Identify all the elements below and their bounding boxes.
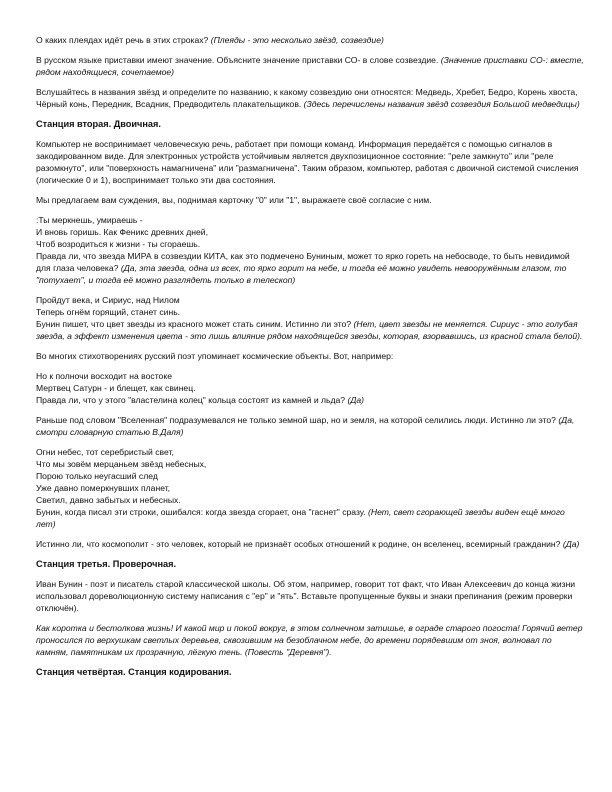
verse-block-mira <box>36 214 584 286</box>
answer-text: (Да, эта звезда, одна из всех, то ярко горит на небе, и тогда её можно увидеть невооружённым глазом, то "потухает", и тогда её можно разглядеть только в телескоп) <box>36 263 567 285</box>
paragraph-bunin: Иван Бунин - поэт и писатель старой классической школы. Об этом, например, говорит тот факт, что Иван Алексеевич до конца жизни использовал дореволюционную систему написания с "ер" и "ять". Вставьте пропущенные буквы и знаки препинания (режим проверки отключён). <box>36 579 576 613</box>
paragraph-space-objects: Во многих стихотворениях русский поэт упоминает космические объекты. Вот, например: <box>36 351 394 361</box>
question-universe <box>36 414 584 438</box>
question-cosmopolitan <box>36 538 584 550</box>
section-heading-binary: Станция вторая. Двоичная. <box>36 119 161 129</box>
answer-text: (Нет, свет сгорающей звезды виден ещё много лет) <box>36 507 565 529</box>
answer-text: (Значение приставки СО-: вместе, рядом находящиеся, сочетаемое) <box>36 55 584 77</box>
verse-line: Что мы зовём мерцаньем звёзд небесных, <box>36 459 207 469</box>
question <box>36 318 584 342</box>
verse-block-lights <box>36 446 584 530</box>
document-page <box>36 34 584 686</box>
verse-line: Огни небес, тот серебристый свет, <box>36 447 174 457</box>
question <box>36 506 584 530</box>
paragraph-text: В русском языке приставки имеют значение. Объясните значение приставки СО- в слове созвездие. <box>36 55 441 65</box>
paragraph-pleiades <box>36 34 584 46</box>
section-heading-check: Станция третья. Проверочная. <box>36 559 177 569</box>
paragraph-quote: Как коротка и бестолкова жизнь! И какой мир и покой вокруг, в этом солнечном затишье, в ограде старого погоста! Горячий ветер проносился по верхушкам светлых деревьев, сквозившим на безоблачном небе, до времени порядевшим от зноя, волновал по камням, памятникам их прозрачную, лёгкую тень. (Повесть "Деревня"). <box>36 623 583 657</box>
verse-line: Чтоб возродиться к жизни - ты сгораешь. <box>36 239 201 249</box>
answer-text: (Да) <box>347 395 365 405</box>
paragraph-prefix <box>36 54 584 78</box>
question <box>36 250 584 286</box>
question-text: Правда ли, что у этого "властелина колец" кольца состоят из камней и льда? <box>36 395 348 405</box>
verse-line: Но к полночи восходит на востоке <box>36 371 172 381</box>
paragraph-instructions: Мы предлагаем вам суждения, вы, поднимая карточку "0" или "1", выражаете своё согласие с ним. <box>36 195 432 205</box>
paragraph-text: Вслушайтесь в названия звёзд и определите по названию, к какому созвездию они относятся: Медведь, Хребет, Бедро, Корень хвоста, Чёрный конь, Передник, Всадник, Предводитель плакательщиков. <box>36 87 578 109</box>
paragraph-star-names <box>36 86 584 110</box>
verse-line: Теперь огнём горящий, станет синь. <box>36 307 181 317</box>
question-text: Раньше под словом "Вселенная" подразумевался не только земной шар, но и земля, на которой селились люди. Истинно ли это? <box>36 415 559 425</box>
answer-text: (Плеяды - это несколько звёзд, созвездие) <box>210 35 384 45</box>
answer-text: (Да) <box>562 539 580 549</box>
answer-text: (Здесь перечислены названия звёзд созвездия Большой медведицы) <box>303 99 580 109</box>
answer-text: (Нет, цвет звезды не меняется. Сириус - это голубая звезда, а эффект изменения цвета - это лишь влияние рядом находящейся звезды, которая, взорвавшись, из красной стала белой). <box>36 319 583 341</box>
verse-line: Пройдут века, и Сириус, над Нилом <box>36 295 180 305</box>
verse-line: :Ты меркнешь, умираешь - <box>36 215 143 225</box>
section-heading-coding: Станция четвёртая. Станция кодирования. <box>36 667 232 677</box>
answer-text: (Да, смотри словарную статью В.Даля) <box>36 415 575 437</box>
verse-line: Светил, давно забытых и небесных. <box>36 495 181 505</box>
question <box>36 394 584 406</box>
question-text: Бунин пишет, что цвет звезды из красного может стать синим. Истинно ли это? <box>36 319 354 329</box>
paragraph-computer: Компьютер не воспринимает человеческую речь, работает при помощи команд. Информация передаётся с помощью сигналов в закодированном виде. Для электронных устройств устойчивым является двухпозиционное состояние: "реле замкнуто" или "реле разомкнуто", или "поверхность намагничена" или "размагничена". Таким образом, компьютер, работая с двоичной системой счисления (логические 0 и 1), воспринимает только эти два состояния. <box>36 139 579 185</box>
verse-block-saturn <box>36 370 584 406</box>
verse-line: Порою только неугасший след <box>36 471 158 481</box>
question-text: Истинно ли, что космополит - это человек, который не признаёт особых отношений к родине, он вселенец, всемирный гражданин? <box>36 539 563 549</box>
verse-line: И вновь горишь. Как Феникс древних дней, <box>36 227 208 237</box>
paragraph-text: О каких плеядах идёт речь в этих строках? <box>36 35 211 45</box>
verse-block-sirius <box>36 294 584 342</box>
question-text: Правда ли, что звезда МИРА в созвездии КИТА, как это подмечено Буниным, может то ярко гореть на небосводе, то быть невидимой для глаза человека? <box>36 251 570 273</box>
question-text: Бунин, когда писал эти строки, ошибался: когда звезда сгорает, она "гаснет" сразу. <box>36 507 369 517</box>
verse-line: Уже давно померкнувших планет, <box>36 483 171 493</box>
verse-line: Мертвец Сатурн - и блещет, как свинец. <box>36 383 196 393</box>
